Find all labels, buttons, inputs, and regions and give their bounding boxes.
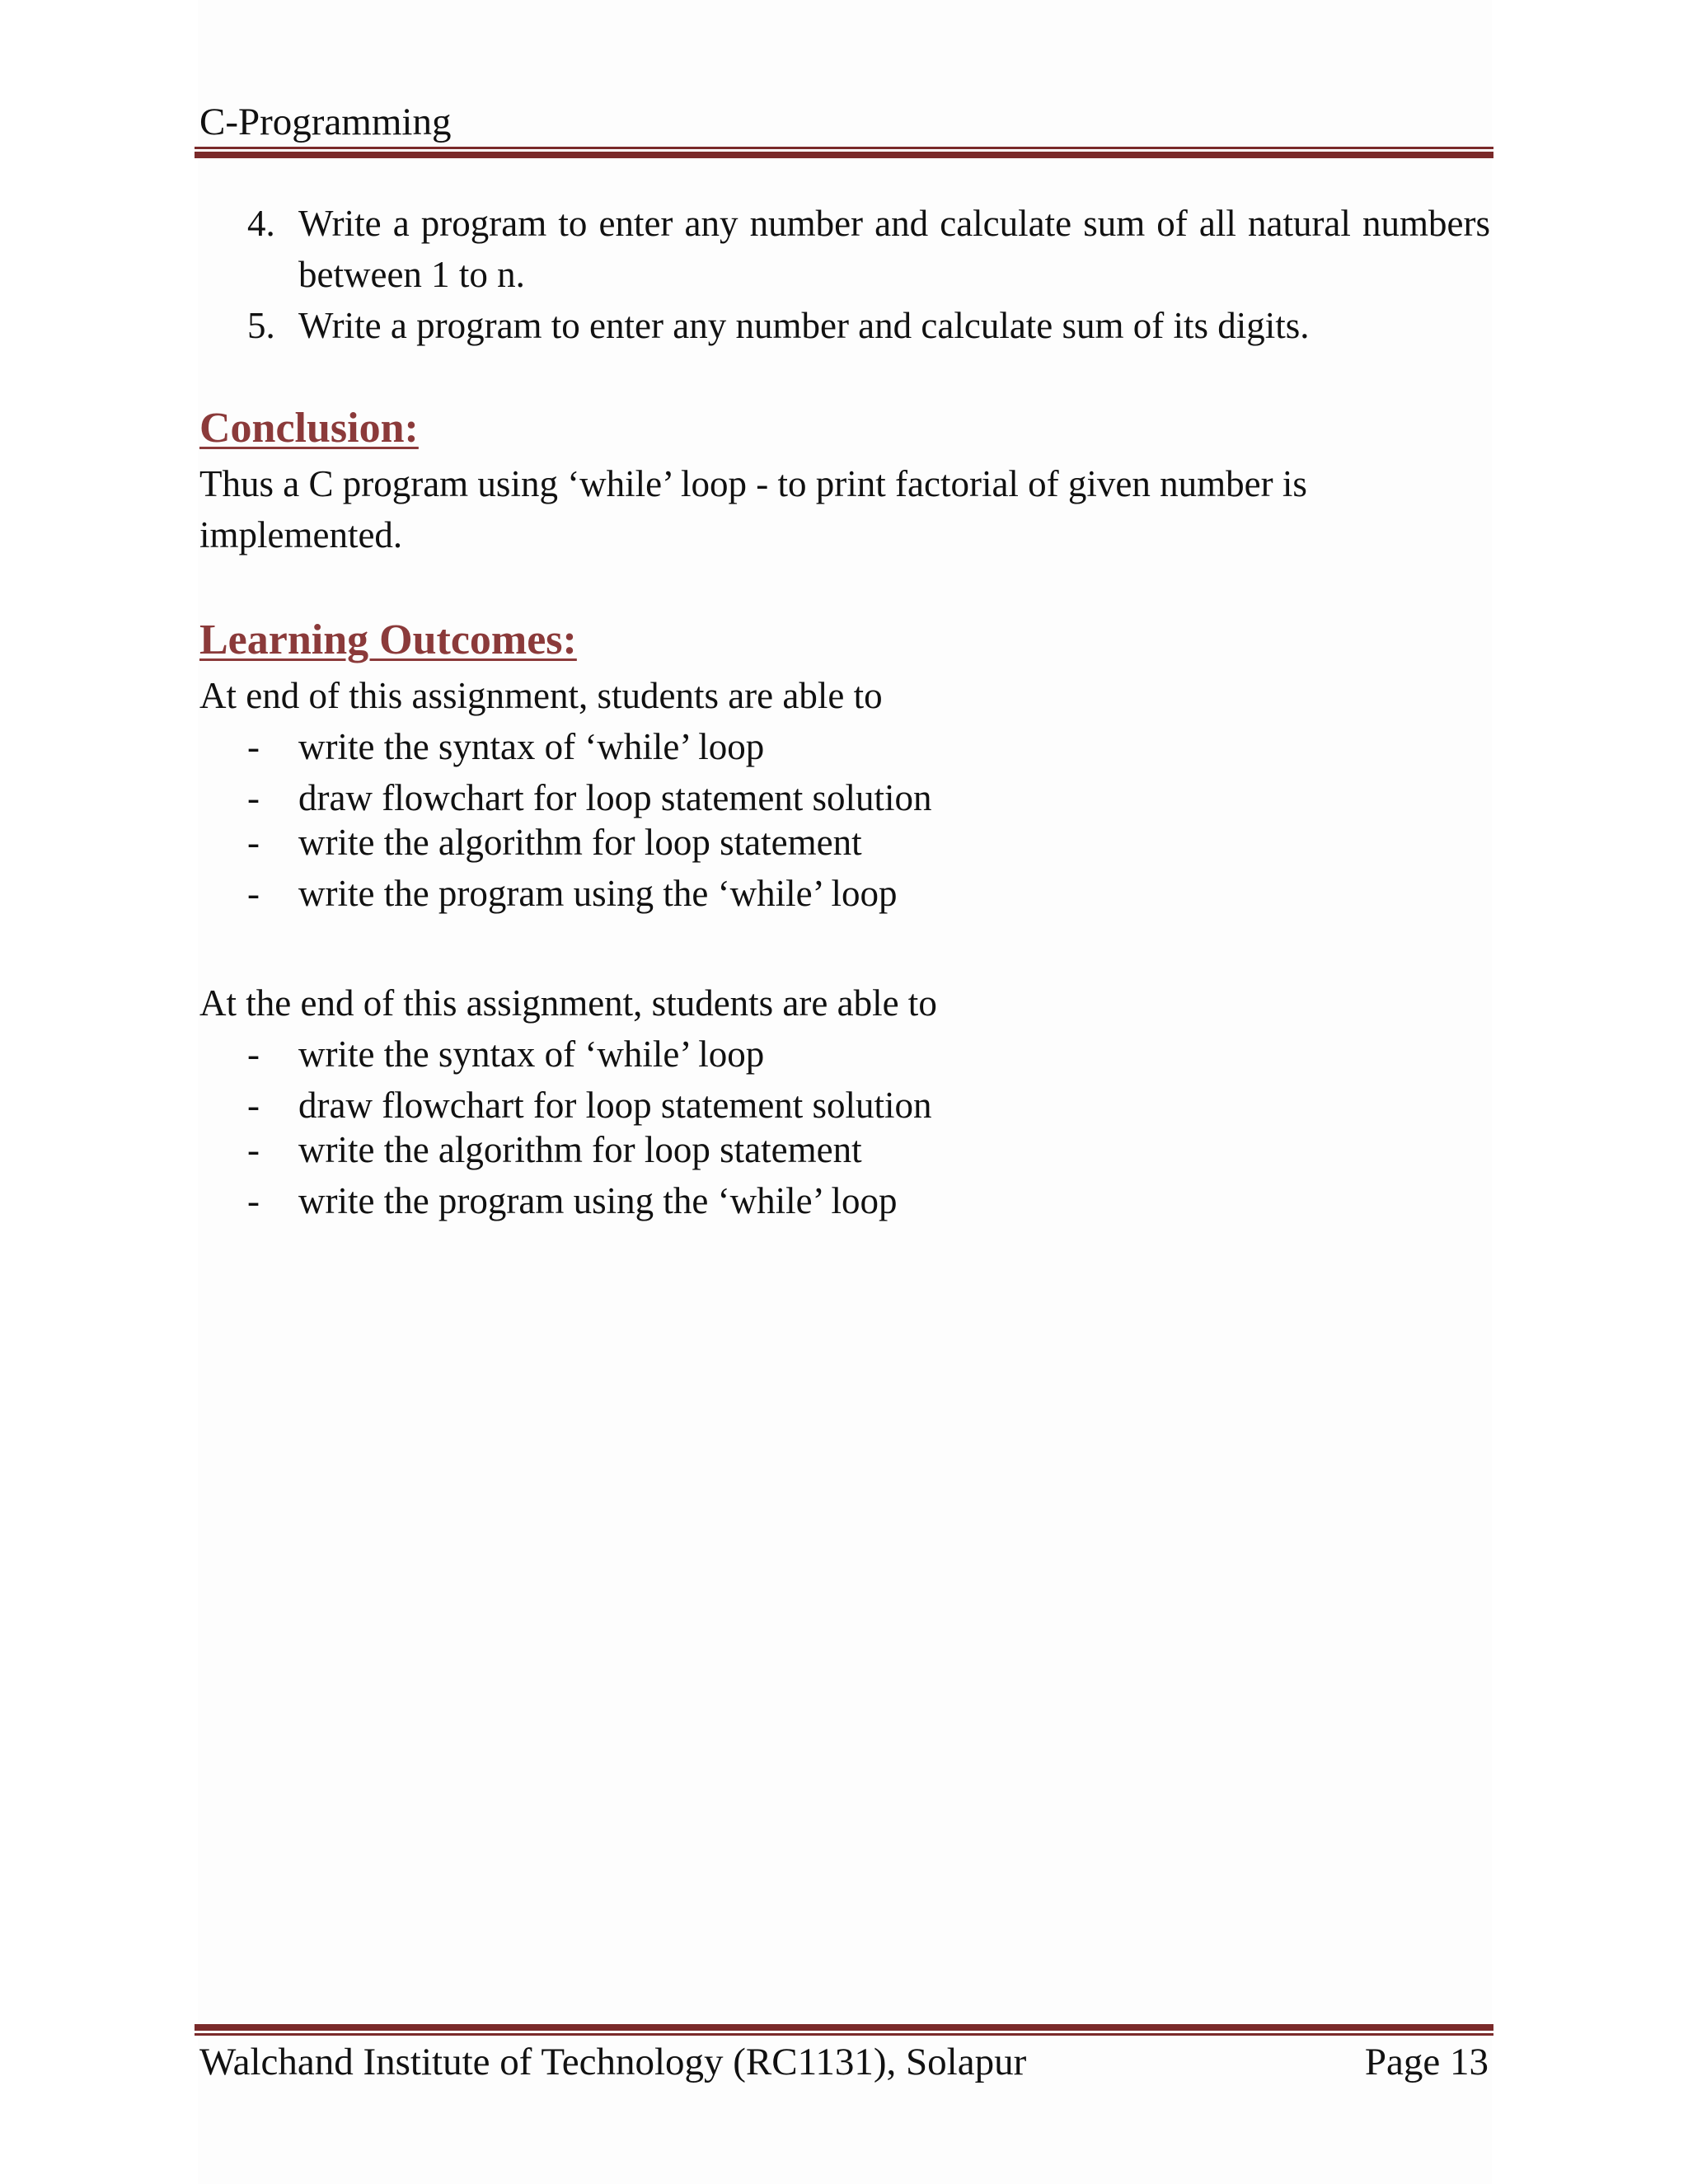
footer-rule — [195, 2024, 1493, 2036]
exercise-item — [247, 300, 1490, 351]
page-number: Page 13 — [1364, 2041, 1489, 2083]
outcomes-intro-1: At end of this assignment, students are able to — [199, 675, 883, 716]
list-item: - draw flowchart for loop statement solution — [247, 777, 932, 818]
conclusion-line-1: Thus a C program using ‘while’ loop - to print factorial of given number is — [199, 463, 1307, 504]
list-item: - write the algorithm for loop statement — [247, 1129, 862, 1170]
conclusion-heading: Conclusion: — [199, 405, 419, 452]
outcomes-list-2 — [247, 1029, 932, 1226]
header-rule — [195, 147, 1493, 158]
list-item: - write the program using the ‘while’ loop — [247, 873, 898, 914]
list-item: - write the program using the ‘while’ loop — [247, 1180, 898, 1221]
header-title: C-Programming — [199, 101, 452, 143]
exercise-text: Write a program to enter any number and calculate sum of all natural numbers between 1 to n. — [298, 203, 1490, 295]
conclusion-line-2: implemented. — [199, 514, 403, 555]
list-item: - draw flowchart for loop statement solution — [247, 1085, 932, 1126]
exercise-item — [247, 198, 1490, 300]
exercise-number: 5. — [247, 305, 275, 346]
exercise-number: 4. — [247, 203, 275, 244]
learning-outcomes-heading: Learning Outcomes: — [199, 616, 577, 663]
list-item: - write the algorithm for loop statement — [247, 822, 862, 863]
outcomes-intro-2: At the end of this assignment, students are able to — [199, 982, 937, 1024]
exercise-text: Write a program to enter any number and calculate sum of its digits. — [298, 305, 1310, 346]
list-item: - write the syntax of ‘while’ loop — [247, 1033, 765, 1075]
list-item: - write the syntax of ‘while’ loop — [247, 726, 765, 767]
footer-institute: Walchand Institute of Technology (RC1131), Solapur — [199, 2041, 1027, 2083]
outcomes-list-1 — [247, 721, 932, 919]
